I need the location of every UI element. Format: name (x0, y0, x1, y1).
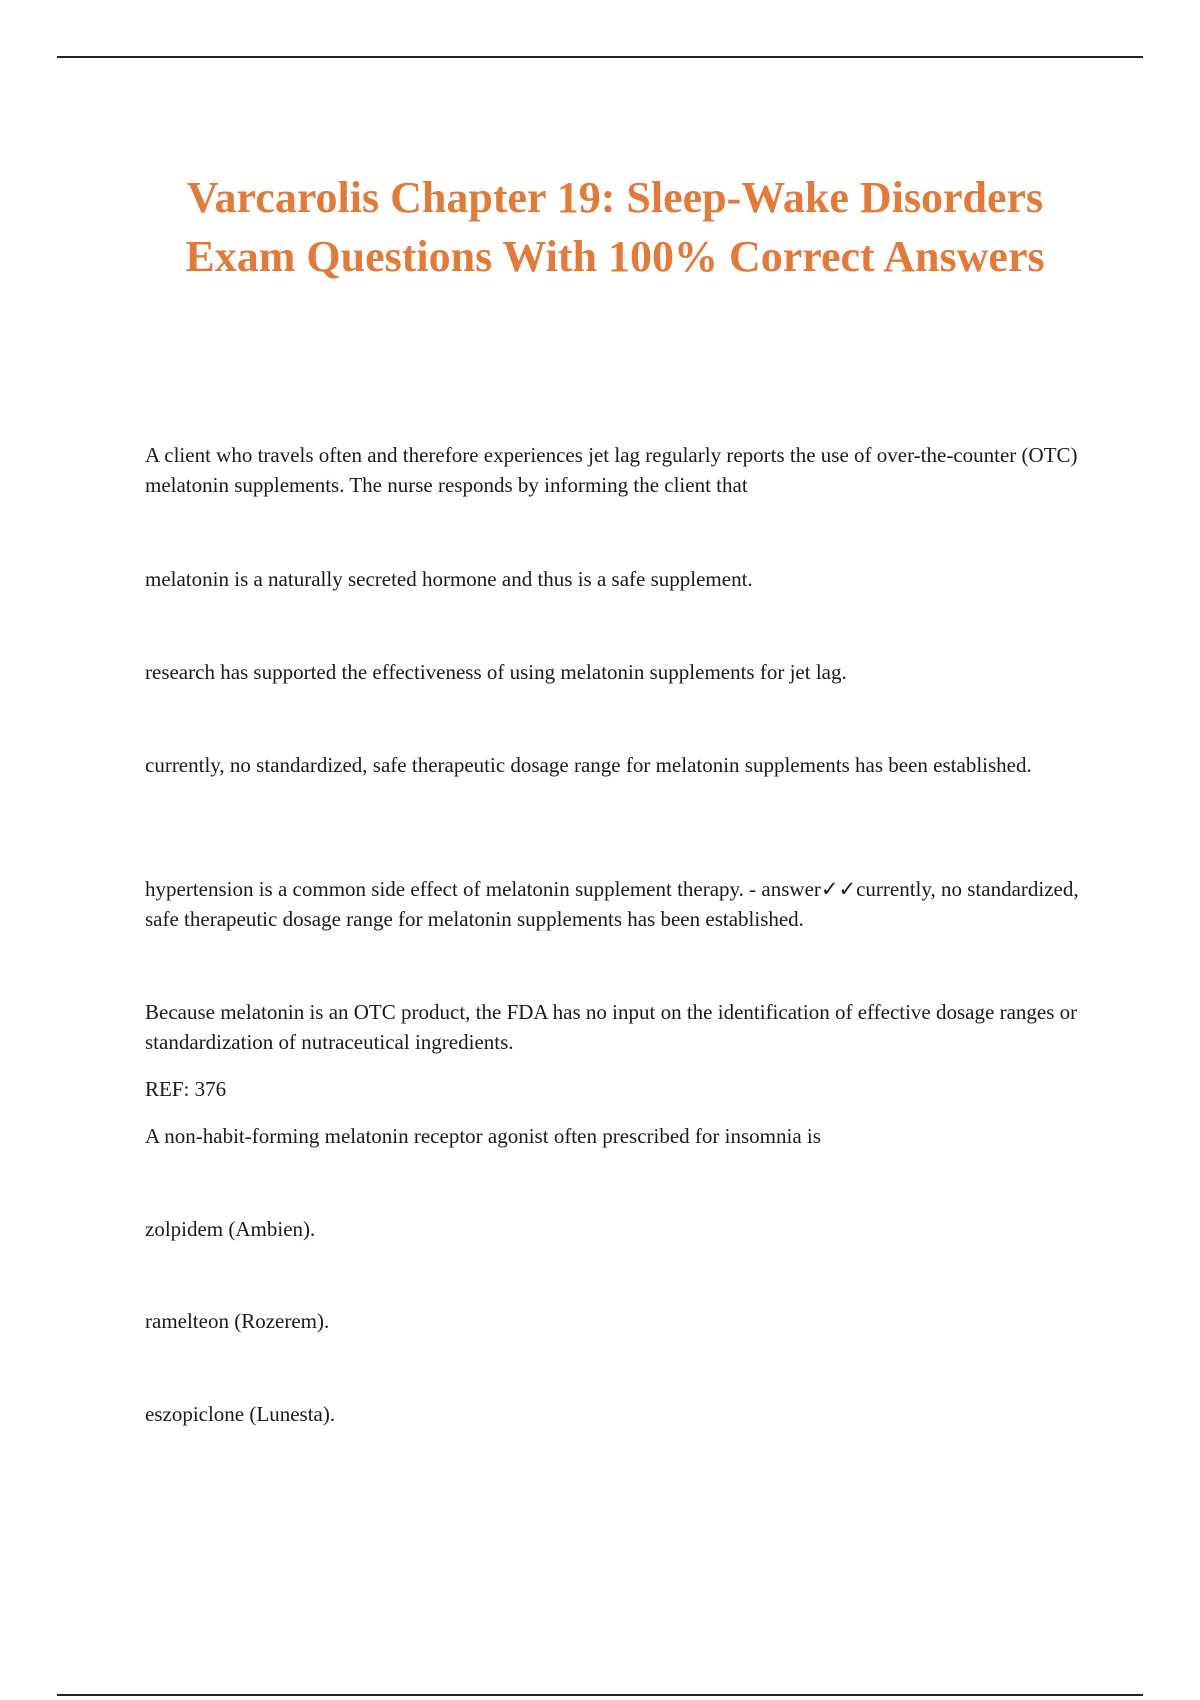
question-1-rationale: Because melatonin is an OTC product, the FDA has no input on the identification of effective dosage ranges or standardization of nutraceutical ingredients. (145, 1000, 1078, 1054)
question-1-option-d-with-answer: hypertension is a common side effect of melatonin supplement therapy. - answer✓✓currently, no standardized, safe therapeutic dosage range for melatonin supplements has been established. (145, 877, 1079, 931)
question-2-option-b: ramelteon (Rozerem). (145, 1309, 330, 1333)
question-1-option-c: currently, no standardized, safe therapeutic dosage range for melatonin supplements has been established. (145, 753, 1032, 777)
bottom-rule (57, 1694, 1143, 1696)
question-1-option-b: research has supported the effectiveness of using melatonin supplements for jet lag. (145, 660, 847, 684)
document-title: Varcarolis Chapter 19: Sleep-Wake Disorders Exam Questions With 100% Correct Answers (185, 173, 1045, 281)
question-2-stem: A non-habit-forming melatonin receptor agonist often prescribed for insomnia is (145, 1124, 821, 1148)
question-2-option-a: zolpidem (Ambien). (145, 1217, 316, 1241)
top-rule (57, 56, 1143, 58)
question-1-option-a: melatonin is a naturally secreted hormone and thus is a safe supplement. (145, 567, 753, 591)
question-2-option-c: eszopiclone (Lunesta). (145, 1402, 336, 1426)
question-1-stem: A client who travels often and therefore experiences jet lag regularly reports the use of over-the-counter (OTC) melatonin supplements. The nurse responds by informing the client that (145, 443, 1078, 497)
question-1-reference: REF: 376 (145, 1077, 227, 1101)
